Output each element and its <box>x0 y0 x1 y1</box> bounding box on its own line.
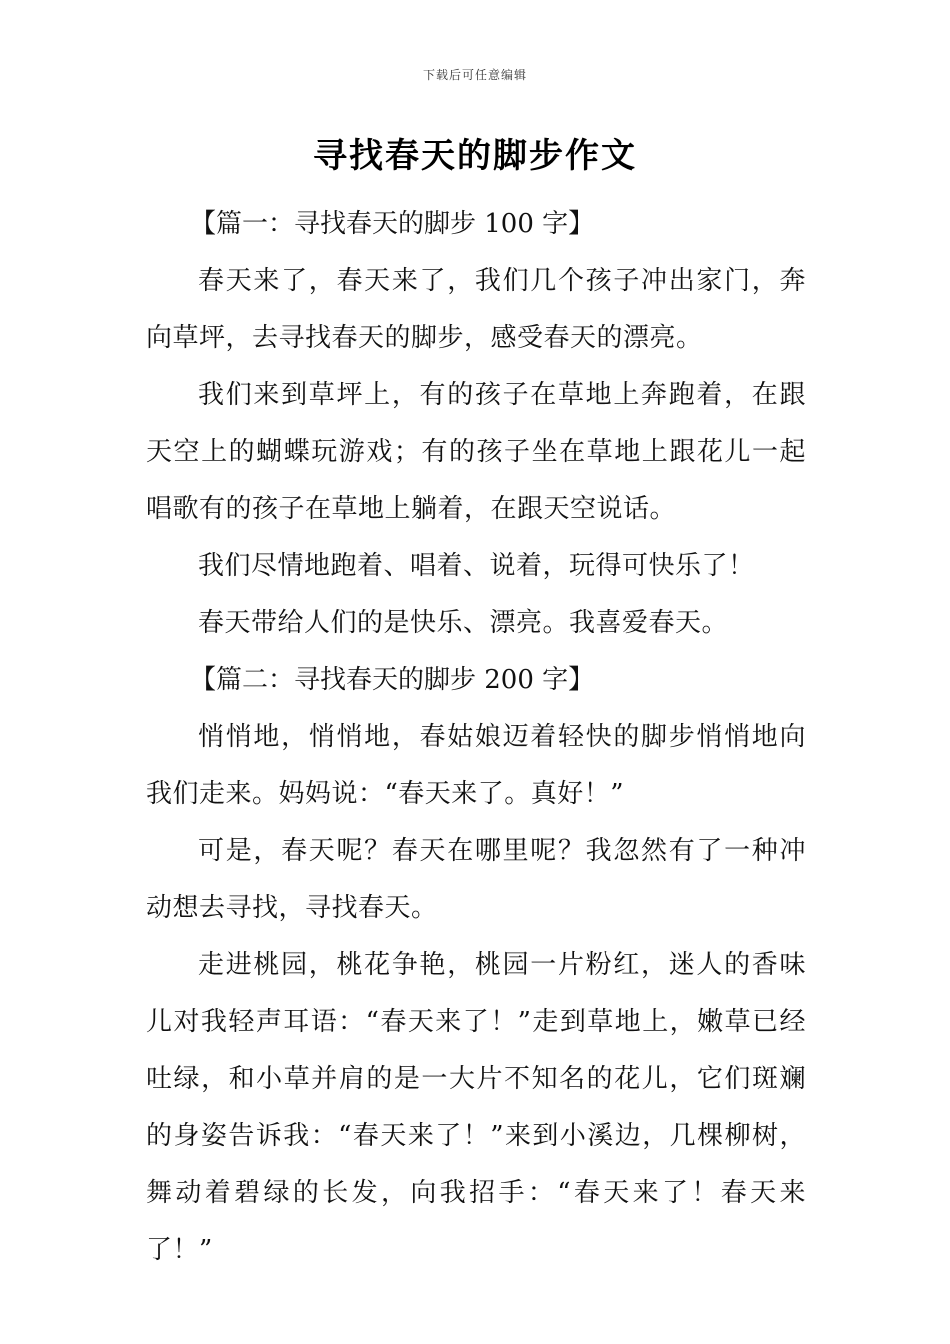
paragraph: 我们尽情地跑着、唱着、说着，玩得可快乐了！ <box>198 551 755 581</box>
document-body <box>146 196 806 1279</box>
paragraph: 我们来到草坪上，有的孩子在草地上奔跑着，在跟天空上的蝴蝶玩游戏；有的孩子坐在草地上跟花儿一起唱歌有的孩子在草地上躺着，在跟天空说话。 <box>146 380 806 524</box>
section-heading-1: 【篇一：寻找春天的脚步 100 字】 <box>190 209 595 239</box>
document-title: 寻找春天的脚步作文 <box>313 136 637 176</box>
paragraph: 春天带给人们的是快乐、漂亮。我喜爱春天。 <box>198 608 729 638</box>
paragraph: 可是，春天呢？春天在哪里呢？我忽然有了一种冲动想去寻找，寻找春天。 <box>146 836 806 923</box>
paragraph: 走进桃园，桃花争艳，桃园一片粉红，迷人的香味儿对我轻声耳语：“春天来了！”走到草地上，嫩草已经吐绿，和小草并肩的是一大片不知名的花儿，它们斑斓的身姿告诉我：“春天来了！”来到小溪边，几棵柳树，舞动着碧绿的长发，向我招手：“春天来了！春天来了！” <box>146 950 806 1265</box>
paragraph: 悄悄地，悄悄地，春姑娘迈着轻快的脚步悄悄地向我们走来。妈妈说：“春天来了。真好！” <box>146 722 806 809</box>
section-heading-2: 【篇二：寻找春天的脚步 200 字】 <box>190 665 595 695</box>
paragraph: 春天来了，春天来了，我们几个孩子冲出家门，奔向草坪，去寻找春天的脚步，感受春天的漂亮。 <box>146 266 806 353</box>
header-note: 下载后可任意编辑 <box>422 68 527 82</box>
